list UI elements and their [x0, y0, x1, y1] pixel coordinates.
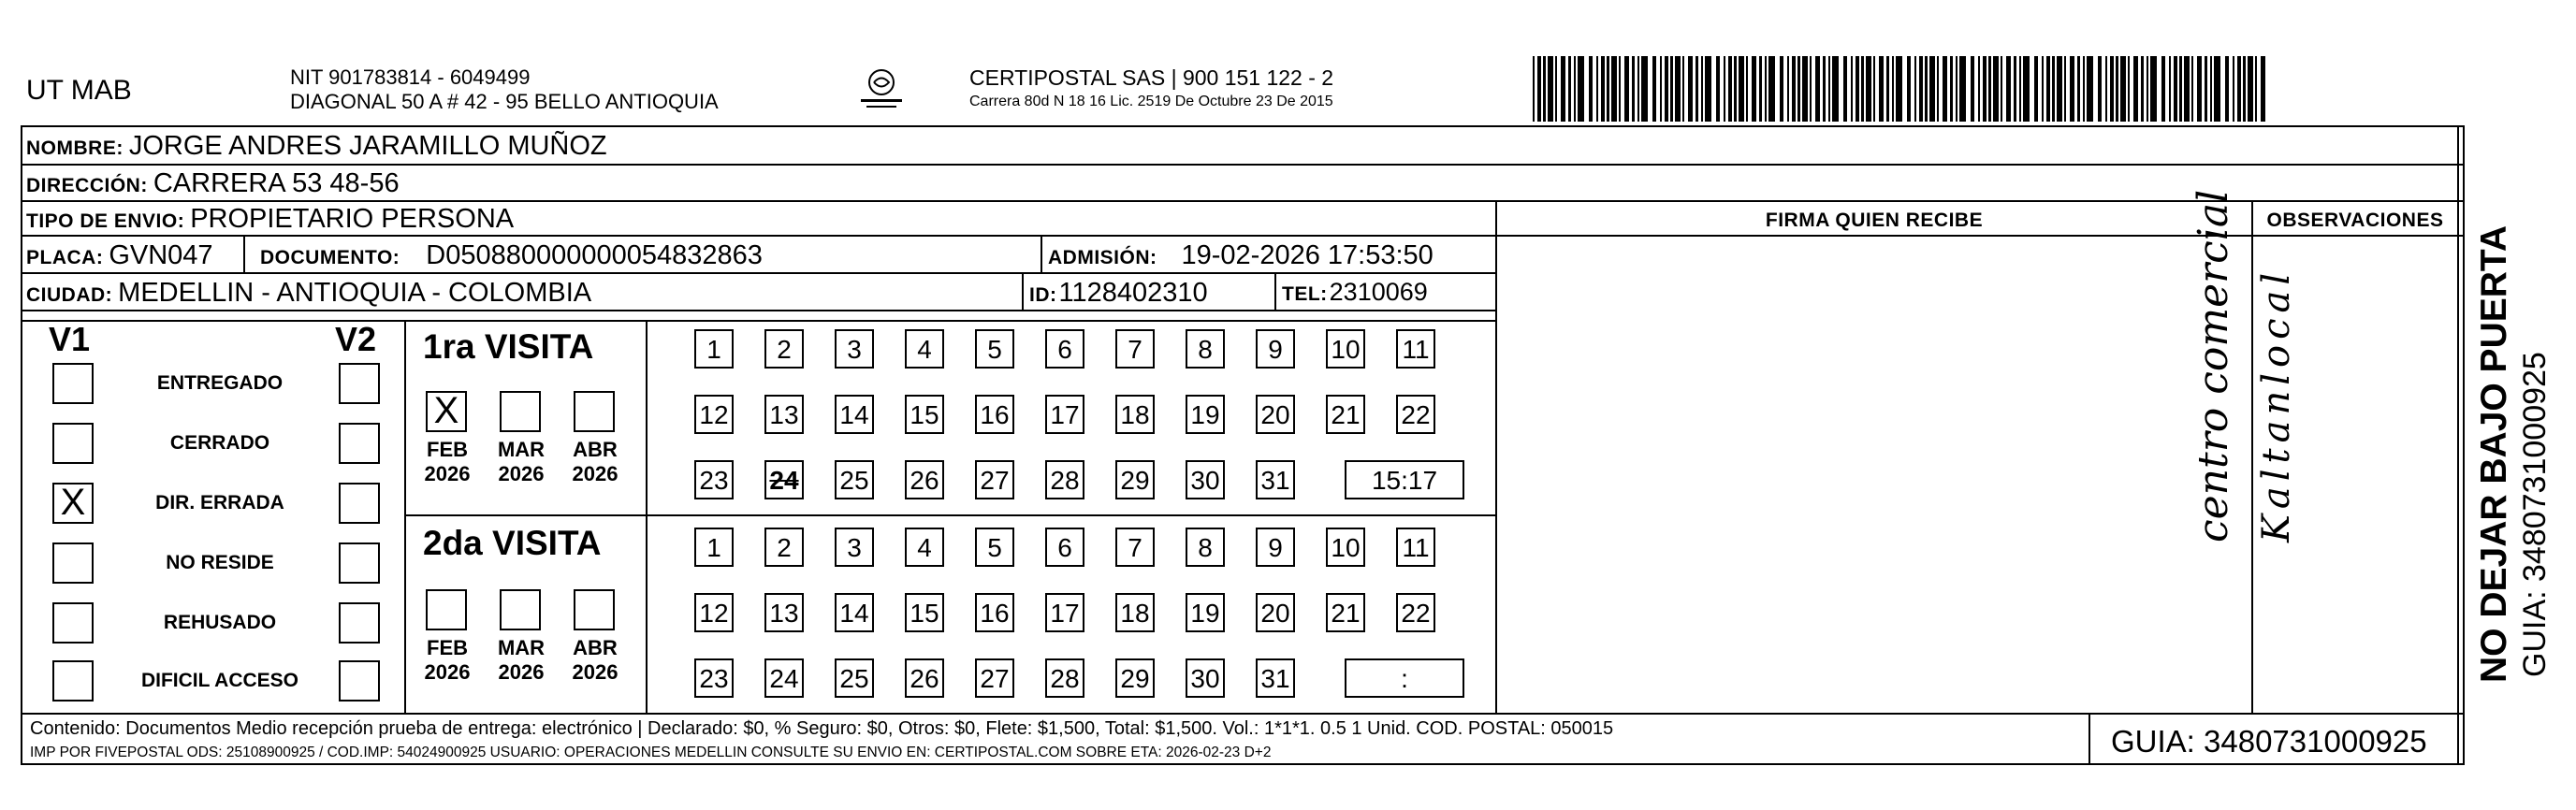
day-box[interactable]: 25: [835, 460, 874, 499]
day-box[interactable]: 9: [1256, 329, 1295, 369]
day-box[interactable]: 2: [764, 329, 804, 369]
day-box[interactable]: 16: [975, 395, 1014, 434]
day-box[interactable]: 26: [905, 658, 944, 698]
observaciones-text-1: centro comercial: [2190, 189, 2237, 542]
side-guia: GUIA: 3480731000925: [2517, 352, 2553, 677]
month-checkbox[interactable]: [500, 589, 541, 630]
day-box[interactable]: 18: [1115, 593, 1155, 632]
day-box[interactable]: 28: [1045, 658, 1084, 698]
day-box[interactable]: 15: [905, 593, 944, 632]
time-box[interactable]: 15:17: [1345, 460, 1464, 499]
observaciones-header: OBSERVACIONES: [2266, 210, 2444, 231]
v1-checkbox[interactable]: [52, 660, 94, 702]
month-checkbox[interactable]: [574, 589, 615, 630]
footer-line-1: Contenido: Documentos Medio recepción prueba de entrega: electrónico | Declarado: $0, % Seguro: $0, Otros: $0, Flete: $1,500, Total: $1,500. Vol.: 1*1*1. 0.5 1 Unid. COD. POSTAL: 050015: [30, 718, 1614, 739]
day-box[interactable]: 21: [1326, 593, 1365, 632]
placa-value: GVN047: [109, 240, 213, 270]
day-box[interactable]: 29: [1115, 460, 1155, 499]
v2-checkbox[interactable]: [339, 660, 380, 702]
v1-checkbox[interactable]: X: [52, 483, 94, 524]
day-box[interactable]: 6: [1045, 528, 1084, 567]
documento-value: D050880000000054832863: [426, 240, 763, 270]
day-box[interactable]: 22: [1396, 395, 1435, 434]
v2-checkbox[interactable]: [339, 363, 380, 404]
side-warning: NO DEJAR BAJO PUERTA: [2474, 224, 2514, 683]
v1-header: V1: [49, 320, 91, 358]
nombre-value: JORGE ANDRES JARAMILLO MUÑOZ: [128, 131, 607, 161]
day-box[interactable]: 25: [835, 658, 874, 698]
status-label: DIR. ERRADA: [155, 492, 284, 513]
barcode: [1533, 56, 2272, 122]
month-checkbox[interactable]: X: [426, 391, 467, 432]
day-box[interactable]: 19: [1186, 593, 1225, 632]
day-box[interactable]: 4: [905, 528, 944, 567]
day-box[interactable]: 16: [975, 593, 1014, 632]
day-box[interactable]: 5: [975, 329, 1014, 369]
carrier-name: CERTIPOSTAL SAS | 900 151 122 - 2: [969, 65, 1334, 90]
day-box[interactable]: 23: [694, 460, 734, 499]
day-box[interactable]: 6: [1045, 329, 1084, 369]
tipo-envio-value: PROPIETARIO PERSONA: [190, 204, 515, 234]
firma-header: FIRMA QUIEN RECIBE: [1765, 210, 1984, 231]
day-box[interactable]: 8: [1186, 528, 1225, 567]
admision-row: ADMISIÓN: 19-02-2026 17:53:50: [1048, 240, 1434, 270]
day-box[interactable]: 20: [1256, 395, 1295, 434]
day-box[interactable]: 17: [1045, 593, 1084, 632]
month-checkbox[interactable]: [426, 589, 467, 630]
visit1-title: 1ra VISITA: [423, 327, 594, 366]
direccion-row: DIRECCIÓN: CARRERA 53 48-56: [26, 168, 400, 198]
ciudad-row: CIUDAD: MEDELLIN - ANTIOQUIA - COLOMBIA: [26, 278, 592, 308]
v2-checkbox[interactable]: [339, 602, 380, 644]
day-box[interactable]: 14: [835, 593, 874, 632]
month-label: MAR 2026: [497, 438, 546, 485]
day-box[interactable]: 3: [835, 329, 874, 369]
nombre-row: NOMBRE: JORGE ANDRES JARAMILLO MUÑOZ: [26, 131, 607, 161]
v2-checkbox[interactable]: [339, 423, 380, 464]
admision-value: 19-02-2026 17:53:50: [1181, 240, 1434, 270]
day-box[interactable]: 8: [1186, 329, 1225, 369]
sender-name: UT MAB: [26, 75, 132, 106]
sender-address: DIAGONAL 50 A # 42 - 95 BELLO ANTIOQUIA: [290, 90, 719, 113]
day-box[interactable]: 11: [1396, 528, 1435, 567]
day-box[interactable]: 28: [1045, 460, 1084, 499]
day-box[interactable]: 11: [1396, 329, 1435, 369]
day-box[interactable]: 2: [764, 528, 804, 567]
tel-value: 2310069: [1329, 278, 1428, 306]
day-box[interactable]: 26: [905, 460, 944, 499]
tel-row: TEL: 2310069: [1282, 278, 1428, 306]
status-label: ENTREGADO: [156, 372, 284, 394]
placa-row: PLACA: GVN047: [26, 240, 213, 270]
v1-checkbox[interactable]: [52, 542, 94, 584]
day-box[interactable]: 24: [764, 460, 804, 499]
month-label: MAR 2026: [497, 636, 546, 684]
v2-checkbox[interactable]: [339, 542, 380, 584]
day-box[interactable]: 1: [694, 329, 734, 369]
day-box[interactable]: 12: [694, 395, 734, 434]
day-box[interactable]: 14: [835, 395, 874, 434]
v2-header: V2: [335, 320, 377, 358]
v1-checkbox[interactable]: [52, 602, 94, 644]
day-box[interactable]: 27: [975, 658, 1014, 698]
day-box[interactable]: 31: [1256, 658, 1295, 698]
ciudad-value: MEDELLIN - ANTIOQUIA - COLOMBIA: [118, 278, 592, 308]
day-box[interactable]: 30: [1186, 658, 1225, 698]
month-checkbox[interactable]: [500, 391, 541, 432]
day-box[interactable]: 5: [975, 528, 1014, 567]
day-box[interactable]: 12: [694, 593, 734, 632]
day-box[interactable]: 7: [1115, 329, 1155, 369]
carrier-license: Carrera 80d N 18 16 Lic. 2519 De Octubre 23 De 2015: [969, 94, 1333, 109]
day-box[interactable]: 19: [1186, 395, 1225, 434]
day-box[interactable]: 21: [1326, 395, 1365, 434]
month-checkbox[interactable]: [574, 391, 615, 432]
footer-guia: GUIA: 3480731000925: [2111, 724, 2427, 759]
day-box[interactable]: 13: [764, 395, 804, 434]
status-label: CERRADO: [169, 432, 270, 454]
day-box[interactable]: 9: [1256, 528, 1295, 567]
day-box[interactable]: 31: [1256, 460, 1295, 499]
day-box[interactable]: 27: [975, 460, 1014, 499]
day-box[interactable]: 17: [1045, 395, 1084, 434]
visit2-title: 2da VISITA: [423, 524, 602, 562]
day-box[interactable]: 1: [694, 528, 734, 567]
status-label: NO RESIDE: [166, 552, 274, 573]
day-box[interactable]: 13: [764, 593, 804, 632]
day-box[interactable]: 30: [1186, 460, 1225, 499]
direccion-value: CARRERA 53 48-56: [153, 168, 400, 198]
day-box[interactable]: 22: [1396, 593, 1435, 632]
observaciones-text-2: Kaltanlocal: [2255, 267, 2298, 542]
month-label: ABR 2026: [572, 636, 619, 684]
day-box[interactable]: 10: [1326, 329, 1365, 369]
day-box[interactable]: 15: [905, 395, 944, 434]
day-box[interactable]: 24: [764, 658, 804, 698]
day-box[interactable]: 4: [905, 329, 944, 369]
day-box[interactable]: 18: [1115, 395, 1155, 434]
day-box[interactable]: 29: [1115, 658, 1155, 698]
day-box[interactable]: 20: [1256, 593, 1295, 632]
day-box[interactable]: 23: [694, 658, 734, 698]
status-label: REHUSADO: [163, 612, 277, 633]
v2-checkbox[interactable]: [339, 483, 380, 524]
documento-row: DOCUMENTO: D050880000000054832863: [260, 240, 763, 270]
tipo-envio-row: TIPO DE ENVIO: PROPIETARIO PERSONA: [26, 204, 515, 234]
month-label: ABR 2026: [572, 438, 619, 485]
id-value: 1128402310: [1058, 278, 1208, 308]
day-box[interactable]: 7: [1115, 528, 1155, 567]
footer-line-2: IMP POR FIVEPOSTAL ODS: 25108900925 / COD.IMP: 54024900925 USUARIO: OPERACIONES MEDELLIN CONSULTE SU ENVIO EN: CERTIPOSTAL.COM SOBRE ETA: 2026-02-23 D+2: [30, 745, 1272, 760]
day-box[interactable]: 3: [835, 528, 874, 567]
month-label: FEB 2026: [424, 438, 471, 485]
status-label: DIFICIL ACCESO: [140, 670, 298, 691]
month-label: FEB 2026: [424, 636, 471, 684]
v1-checkbox[interactable]: [52, 423, 94, 464]
v1-checkbox[interactable]: [52, 363, 94, 404]
day-box[interactable]: 10: [1326, 528, 1365, 567]
sender-nit: NIT 901783814 - 6049499: [290, 65, 531, 89]
postal-logo-icon: [853, 65, 910, 112]
id-row: ID: 1128402310: [1029, 278, 1208, 308]
time-box[interactable]: :: [1345, 658, 1464, 698]
